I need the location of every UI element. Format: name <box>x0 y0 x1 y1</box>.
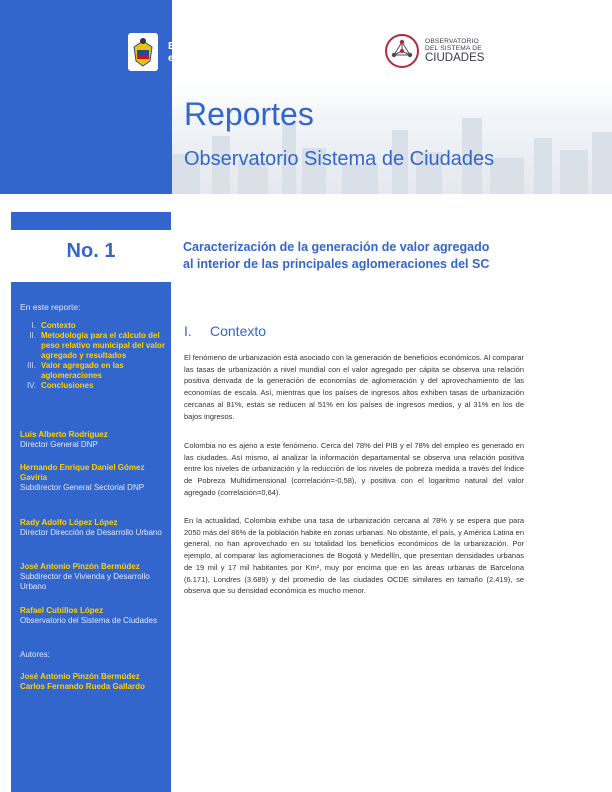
toc-num: IV. <box>26 381 36 390</box>
sidebar-top-bar <box>11 212 171 230</box>
table-of-contents <box>20 321 166 391</box>
paragraph-1: El fenómeno de urbanización está asociado con la generación de beneficios económicos. Al comparar las tasas de urbanización a nivel mundial con el valor agregado per cápita se observa una relación positiva derivada de la generación de economías de aglomeración y del aprovechamiento de las economías de escala. Así, mientras que los países de ingresos altos exhiben tasas de urbanización cercanas al 81%, estas se reducen al 51% en los países de ingresos medios, y al 31% en los de bajos ingresos. <box>184 353 524 421</box>
toc-item[interactable] <box>20 381 166 391</box>
person-role: Director Dirección de Desarrollo Urbano <box>20 528 162 538</box>
person-entry <box>20 518 165 538</box>
toc-num: II. <box>29 331 36 340</box>
person-name: José Antonio Pinzón Bermúdez <box>20 562 140 571</box>
report-title-line-1: Caracterización de la generación de valor agregado <box>183 240 490 254</box>
toc-item[interactable] <box>20 321 166 331</box>
page-subtitle: Observatorio Sistema de Ciudades <box>184 148 495 170</box>
toc-label: Metodología para el cálculo del peso relativo municipal del valor agregado y resultados <box>41 331 166 360</box>
toc-intro: En este reporte: <box>20 302 81 312</box>
author-name: Carlos Fernando Rueda Gallardo <box>20 682 145 692</box>
person-entry <box>20 606 165 626</box>
person-entry <box>20 463 165 494</box>
person-entry <box>20 430 165 450</box>
slogan-line-1: El futuro <box>168 40 212 52</box>
dnp-line-3: Nacional de Planeación <box>249 55 329 65</box>
person-name: Rady Adolfo López López <box>20 518 118 527</box>
logo-divider <box>240 35 241 69</box>
section-heading <box>184 323 266 339</box>
obs-line-2: DEL SISTEMA DE <box>425 45 482 52</box>
observatorio-logo <box>384 33 484 69</box>
toc-label: Conclusiones <box>41 381 94 390</box>
slogan-line-2: es de todos <box>168 52 227 64</box>
report-title <box>183 239 603 273</box>
obs-line-1: OBSERVATORIO <box>425 37 479 45</box>
person-entry <box>20 562 165 593</box>
toc-item[interactable] <box>20 361 166 381</box>
person-name: Luis Alberto Rodríguez <box>20 430 108 439</box>
toc-num: I. <box>31 321 36 330</box>
person-role: Subdirector General Sectorial DNP <box>20 483 145 493</box>
observatorio-network-icon <box>384 33 420 69</box>
report-title-line-2: al interior de las principales aglomeraciones del SC <box>183 257 490 271</box>
observatorio-logo-text <box>425 38 484 64</box>
person-name: Rafael Cubillos López <box>20 606 104 615</box>
authors-label: Autores: <box>20 650 50 659</box>
person-role: Subdirector de Vivienda y Desarrollo Urbano <box>20 572 150 592</box>
toc-label: Contexto <box>41 321 76 330</box>
person-role: Observatorio del Sistema de Ciudades <box>20 616 157 626</box>
dnp-logo-text <box>249 39 328 65</box>
section-title: Contexto <box>210 323 267 339</box>
page-title: Reportes <box>184 96 314 132</box>
section-number: I. <box>184 323 192 339</box>
dnp-acronym: DNP <box>249 38 266 48</box>
authors-list <box>20 672 165 692</box>
obs-line-3: CIUDADES <box>425 52 485 65</box>
colombia-seal-icon <box>128 33 158 71</box>
toc-num: III. <box>27 361 36 370</box>
toc-item[interactable] <box>20 331 166 361</box>
paragraph-3: En la actualidad, Colombia exhibe una tasa de urbanización cercana al 78% y se espera que para 2050 más del 86% de la población habite en zonas urbanas. No obstante, el país, y América Latina en general, no han aprovechado en su totalidad los beneficios económicos de la urbanización. Por ejemplo, al comparar las aglomeraciones de Bogotá y Medellín, que presentan densidades urbanas de 19 mil y 17 mil habitantes por Km², muy por encima que en las áreas urbanas de Barcelona (6.171), Londres (3.689) y del promedio de las ciudades OCDE similares en tamaño (2.419), se observa que su densidad económica es mucho menor. <box>184 516 524 596</box>
dnp-line-2: Departamento <box>249 46 297 56</box>
paragraph-2: Colombia no es ajeno a este fenómeno. Cerca del 78% del PIB y el 78% del empleo es generado en las ciudades. Así mismo, al analizar la información departamental se observa una relación positiva entre los niveles de urbanización y la reducción de los niveles de pobreza medida a través del Índice de Pobreza Multidimensional (correlación=-0,58), y positiva con el logaritmo natural del valor agregado (correlación=0,64). <box>184 441 524 497</box>
government-slogan <box>168 40 226 64</box>
report-number: No. 1 <box>66 240 116 262</box>
person-name: Hernando Enrique Daniel Gómez Gaviria <box>20 463 145 483</box>
sidebar-panel <box>11 282 171 792</box>
government-logo <box>128 30 328 74</box>
person-role: Director General DNP <box>20 440 98 450</box>
toc-label: Valor agregado en las aglomeraciones <box>41 361 124 380</box>
author-name: José Antonio Pinzón Bermúdez <box>20 672 140 681</box>
